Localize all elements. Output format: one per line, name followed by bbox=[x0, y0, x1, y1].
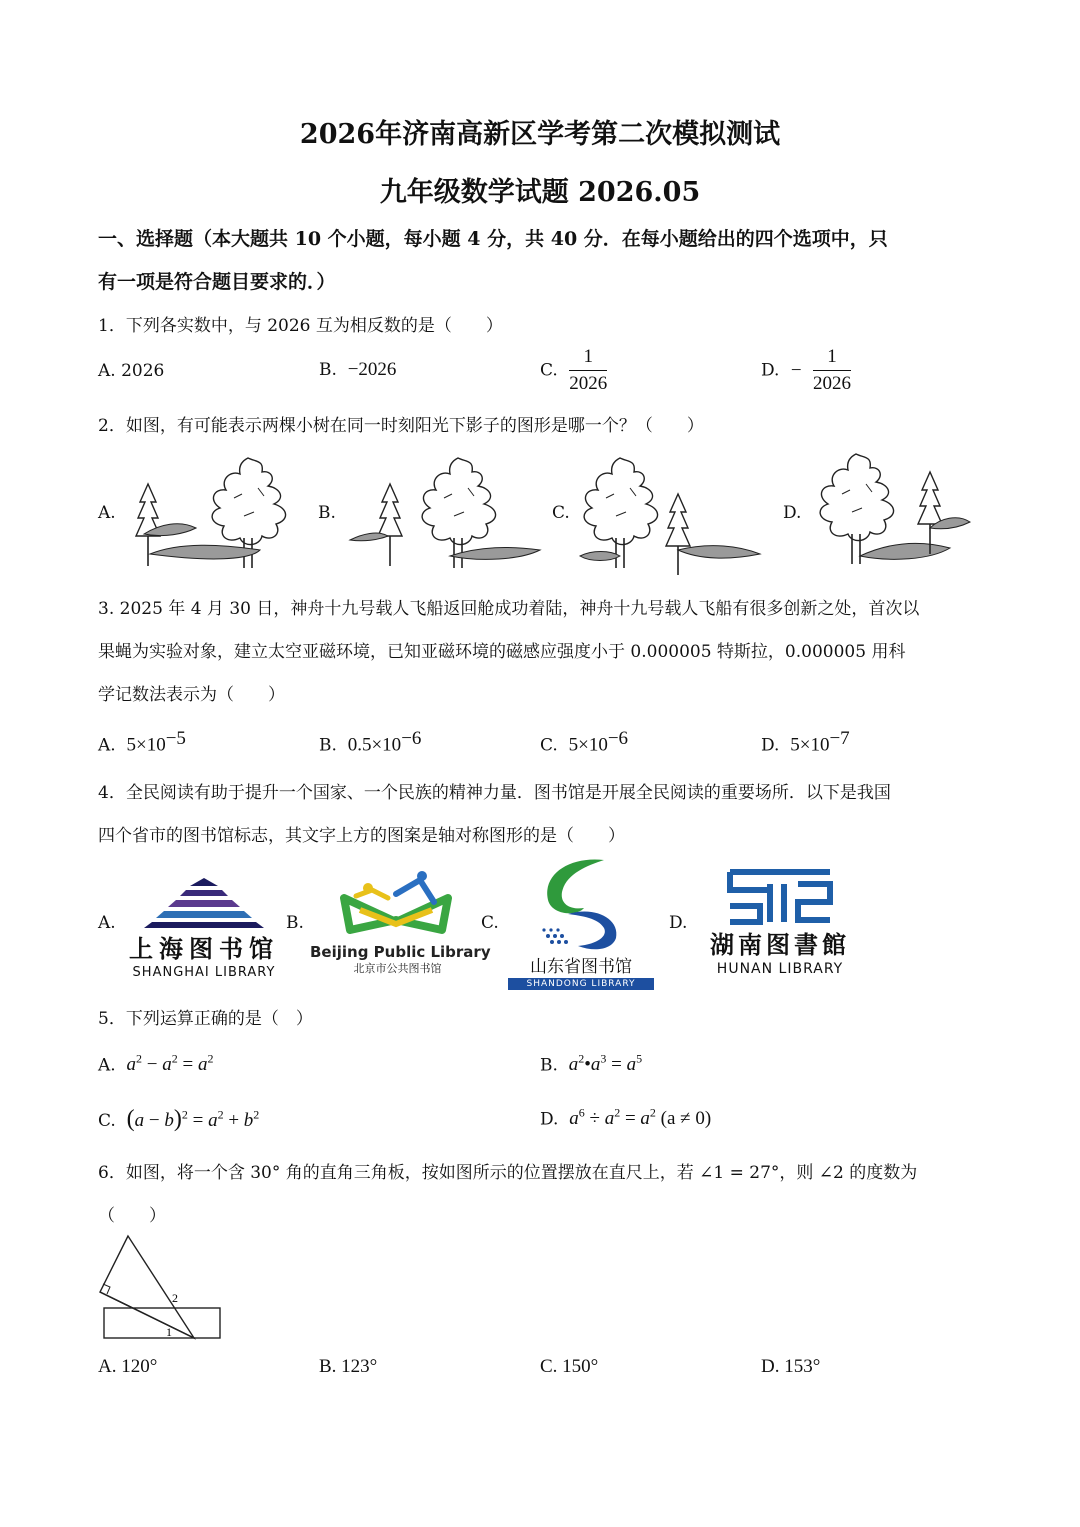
logo-shanghai-emblem bbox=[124, 874, 284, 930]
q3-line1: 3. 2025 年 4 月 30 日，神舟十九号载人飞船返回舱成功着陆，神舟十九号载人飞船有很多创新之处，首次以 bbox=[98, 599, 920, 619]
logo-hunan-cn: 湖南图書館 bbox=[710, 930, 850, 959]
logo-shandong-en: SHANDONG LIBRARY bbox=[508, 978, 654, 990]
fraction: $\frac{1}{2026}$ bbox=[569, 346, 608, 394]
logo-beijing-cn: 北京市公共图书馆 bbox=[353, 962, 442, 975]
q3-option-a: A. $5\times 10^{-5}$ bbox=[98, 728, 186, 756]
logo-shanghai-library bbox=[124, 874, 284, 984]
q4-label-d: D. bbox=[669, 913, 688, 933]
q1-option-c: C. $\frac{1}{2026}$ bbox=[540, 344, 607, 397]
q3-option-b: B. $0.5\times 10^{-6}$ bbox=[319, 728, 422, 756]
q2-stem: 2．如图，有可能表示两棵小树在同一时刻阳光下影子的图形是哪一个？（ ） bbox=[98, 416, 704, 436]
q5-option-d: D. $a^6 \div a^2 = a^2$ (a ≠ 0) bbox=[540, 1106, 712, 1130]
figure-a bbox=[136, 458, 286, 568]
q4-line1: 4．全民阅读有助于提升一个国家、一个民族的精神力量．图书馆是开展全民阅读的重要场所．以下是我国 bbox=[98, 783, 891, 803]
logo-beijing-emblem bbox=[310, 868, 485, 938]
q3-line2: 果蝇为实验对象，建立太空亚磁环境，已知亚磁环境的磁感应强度小于 0.000005 特斯拉，0.000005 用科 bbox=[98, 642, 906, 662]
q6-line2: （ ） bbox=[98, 1206, 166, 1226]
q2-label-c: C. bbox=[552, 503, 570, 523]
exam-title: 2026年济南高新区学考第二次模拟测试 bbox=[299, 119, 781, 150]
logo-hunan-emblem bbox=[700, 864, 860, 926]
q4-label-b: B. bbox=[286, 913, 304, 933]
section-heading-line2: 有一项是符合题目要求的．） bbox=[98, 271, 336, 293]
q4-label-a: A. bbox=[98, 913, 116, 933]
q5-option-c: C. $(a - b)^2 = a^2 + b^2$ bbox=[98, 1106, 260, 1132]
q6-option-b: B. 123° bbox=[319, 1356, 378, 1377]
angle-2-label: 2 bbox=[172, 1291, 178, 1305]
logo-shandong-library bbox=[508, 856, 654, 988]
q6-option-d: D. 153° bbox=[761, 1356, 821, 1377]
q2-label-b: B. bbox=[318, 503, 336, 523]
q6-line1: 6．如图，将一个含 30° 角的直角三角板，按如图所示的位置摆放在直尺上，若 ∠1 = 27°，则 ∠2 的度数为 bbox=[98, 1163, 918, 1183]
figure-c bbox=[580, 458, 760, 575]
q2-label-a: A. bbox=[98, 503, 116, 523]
q3-option-d: D. $5\times 10^{-7}$ bbox=[761, 728, 850, 756]
q2-tree-shadow-figures bbox=[120, 450, 980, 575]
q3-option-c: C. $5\times 10^{-6}$ bbox=[540, 728, 629, 756]
q5-option-a: A. $a^2 - a^2 = a^2$ bbox=[98, 1052, 214, 1076]
q6-triangle-ruler-figure bbox=[96, 1232, 228, 1344]
q1-stem: 1．下列各实数中，与 2026 互为相反数的是（ ） bbox=[98, 316, 503, 336]
logo-shandong-cn: 山东省图书馆 bbox=[530, 957, 632, 977]
logo-beijing-library bbox=[310, 868, 491, 980]
q1-option-b: B. −2026 bbox=[319, 359, 397, 380]
q4-label-c: C. bbox=[481, 913, 499, 933]
q6-option-a: A. 120° bbox=[98, 1356, 158, 1377]
exam-subtitle: 九年级数学试题 2026.05 bbox=[379, 177, 701, 208]
q4-line2: 四个省市的图书馆标志，其文字上方的图案是轴对称图形的是（ ） bbox=[98, 826, 625, 846]
q1-option-d: D. − $\frac{1}{2026}$ bbox=[761, 344, 851, 397]
q6-option-c: C. 150° bbox=[540, 1356, 599, 1377]
angle-1-label: 1 bbox=[166, 1325, 172, 1339]
figure-d bbox=[820, 454, 970, 564]
logo-shandong-emblem bbox=[508, 856, 654, 952]
logo-shanghai-en: SHANGHAI LIBRARY bbox=[132, 965, 276, 980]
q5-stem: 5．下列运算正确的是（ ） bbox=[98, 1009, 313, 1029]
fraction: $\frac{1}{2026}$ bbox=[812, 346, 851, 394]
logo-beijing-en: Beijing Public Library bbox=[310, 943, 491, 961]
q5-option-b: B. $a^2•a^3 = a^5$ bbox=[540, 1052, 643, 1076]
logo-hunan-en: HUNAN LIBRARY bbox=[716, 961, 844, 977]
section-heading-line1: 一、选择题（本大题共 10 个小题，每小题 4 分，共 40 分．在每小题给出的四个选项中，只 bbox=[98, 228, 888, 250]
logo-hunan-library bbox=[700, 864, 860, 984]
q1-option-a: A. 2026 bbox=[98, 361, 165, 381]
q2-label-d: D. bbox=[783, 503, 802, 523]
figure-b bbox=[350, 458, 540, 568]
q3-line3: 学记数法表示为（ ） bbox=[98, 685, 285, 705]
logo-shanghai-cn: 上海图书馆 bbox=[129, 934, 279, 963]
